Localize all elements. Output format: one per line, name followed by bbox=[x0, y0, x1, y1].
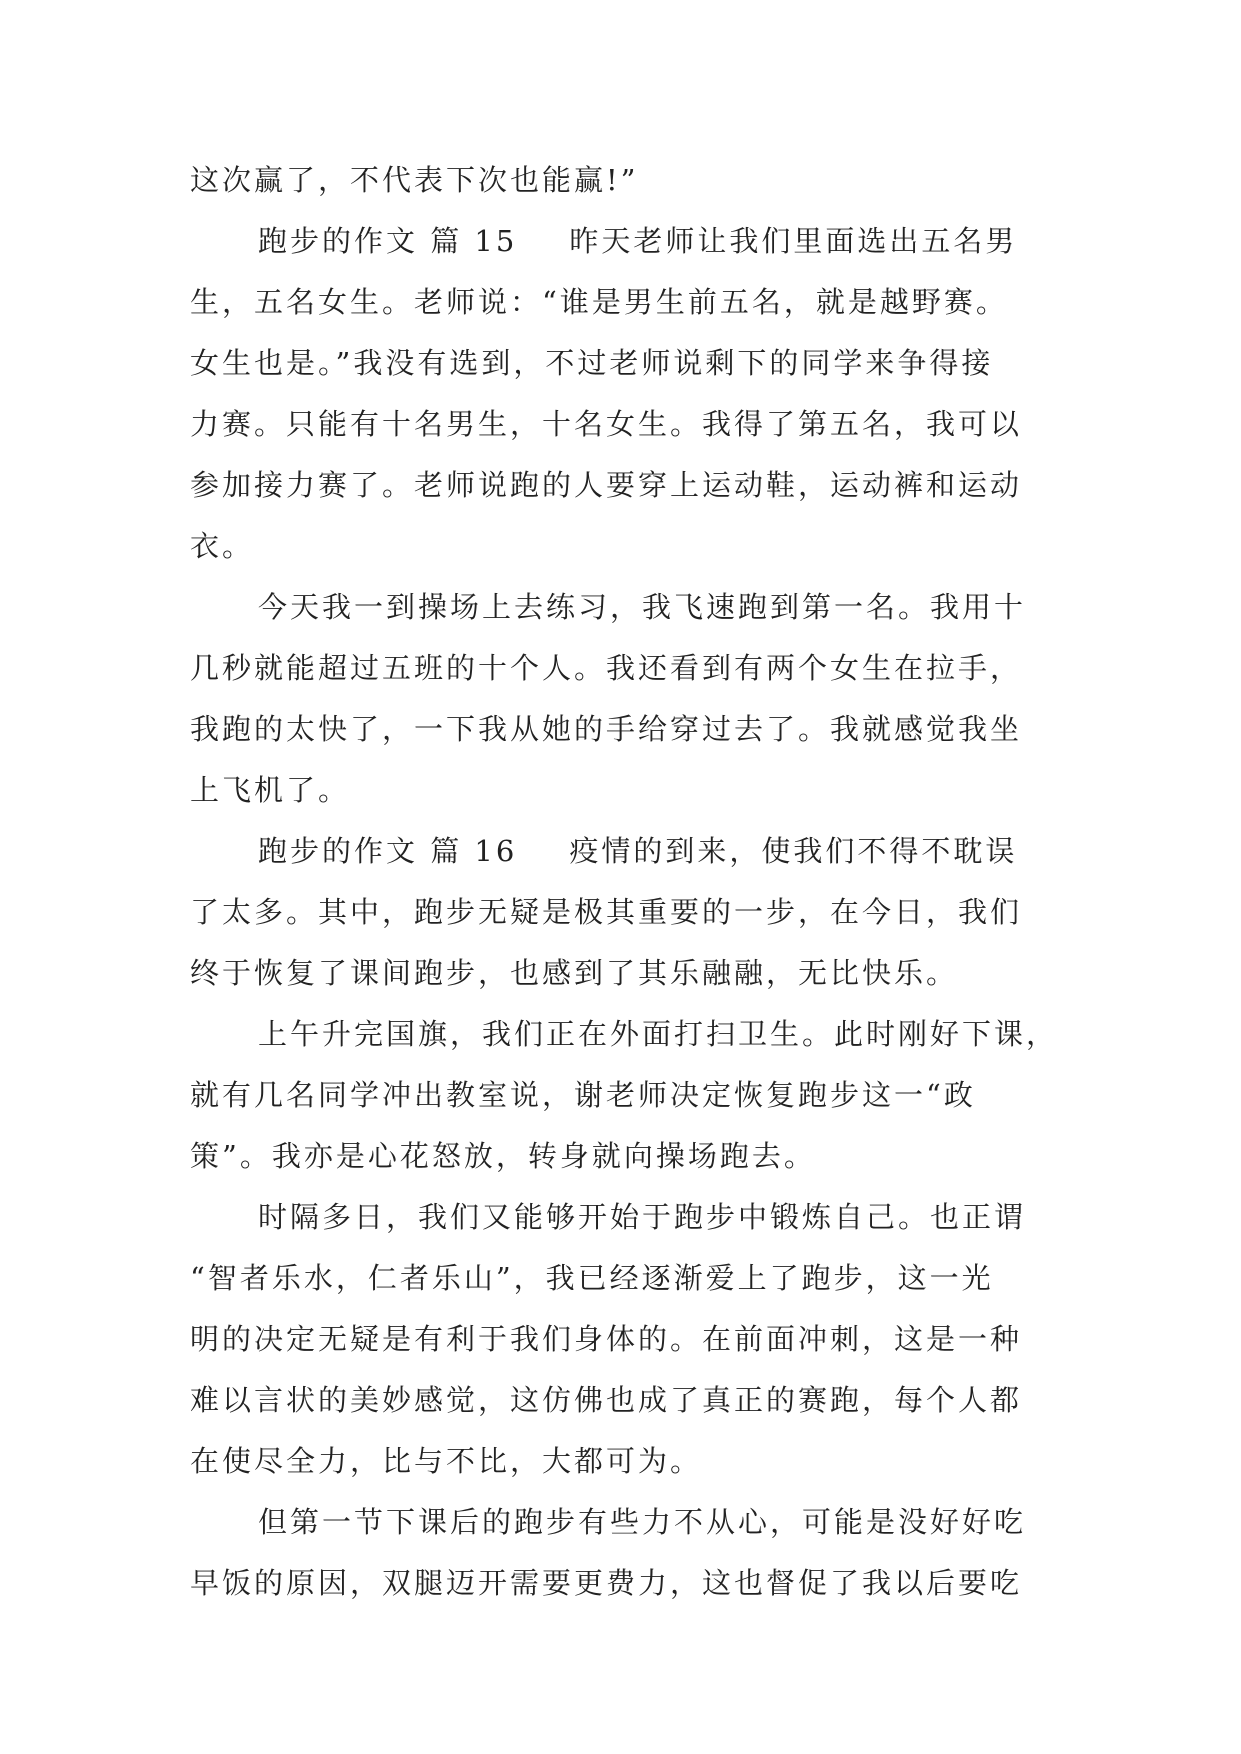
essay-heading-line bbox=[190, 211, 1060, 272]
text-line: 女生也是。”我没有选到，不过老师说剩下的同学来争得接 bbox=[190, 346, 994, 380]
text-line: 今天我一到操场上去练习，我飞速跑到第一名。我用十 bbox=[258, 590, 1027, 624]
essay-heading: 跑步的作文 篇 16 bbox=[258, 834, 518, 868]
text-line: “智者乐水，仁者乐山”，我已经逐渐爱上了跑步，这一光 bbox=[190, 1261, 994, 1295]
text-line: 但第一节下课后的跑步有些力不从心，可能是没好好吃 bbox=[258, 1505, 1027, 1539]
text-line: 终于恢复了课间跑步，也感到了其乐融融，无比快乐。 bbox=[190, 956, 959, 990]
text-line: 难以言状的美妙感觉，这仿佛也成了真正的赛跑，每个人都 bbox=[190, 1383, 1023, 1417]
text-line: 时隔多日，我们又能够开始于跑步中锻炼自己。也正谓 bbox=[258, 1200, 1027, 1234]
text-line: 在使尽全力，比与不比，大都可为。 bbox=[190, 1444, 703, 1478]
text-line: 上午升完国旗，我们正在外面打扫卫生。此时刚好下课， bbox=[258, 1017, 1059, 1051]
text-line: 就有几名同学冲出教室说，谢老师决定恢复跑步这一“政 bbox=[190, 1078, 976, 1112]
essay-heading: 跑步的作文 篇 15 bbox=[258, 224, 518, 258]
text-line: 昨天老师让我们里面选出五名男 bbox=[569, 224, 1018, 258]
text-line: 我跑的太快了，一下我从她的手给穿过去了。我就感觉我坐 bbox=[190, 712, 1023, 746]
text-line: 明的决定无疑是有利于我们身体的。在前面冲刺，这是一种 bbox=[190, 1322, 1023, 1356]
text-line: 上飞机了。 bbox=[190, 773, 351, 807]
text-line: 力赛。只能有十名男生，十名女生。我得了第五名，我可以 bbox=[190, 407, 1023, 441]
text-line: 几秒就能超过五班的十个人。我还看到有两个女生在拉手， bbox=[190, 651, 1023, 685]
text-line: 策”。我亦是心花怒放，转身就向操场跑去。 bbox=[190, 1139, 816, 1173]
essay-text bbox=[190, 150, 1060, 1614]
text-line: 这次赢了，不代表下次也能赢!” bbox=[190, 163, 639, 197]
text-line: 了太多。其中，跑步无疑是极其重要的一步，在今日，我们 bbox=[190, 895, 1023, 929]
essay-heading-line bbox=[190, 821, 1060, 882]
text-line: 参加接力赛了。老师说跑的人要穿上运动鞋，运动裤和运动 bbox=[190, 468, 1023, 502]
text-line: 衣。 bbox=[190, 529, 255, 563]
text-line: 生，五名女生。老师说：“谁是男生前五名，就是越野赛。 bbox=[190, 285, 1008, 319]
text-line: 早饭的原因，双腿迈开需要更费力，这也督促了我以后要吃 bbox=[190, 1566, 1023, 1600]
text-line: 疫情的到来，使我们不得不耽误 bbox=[569, 834, 1018, 868]
